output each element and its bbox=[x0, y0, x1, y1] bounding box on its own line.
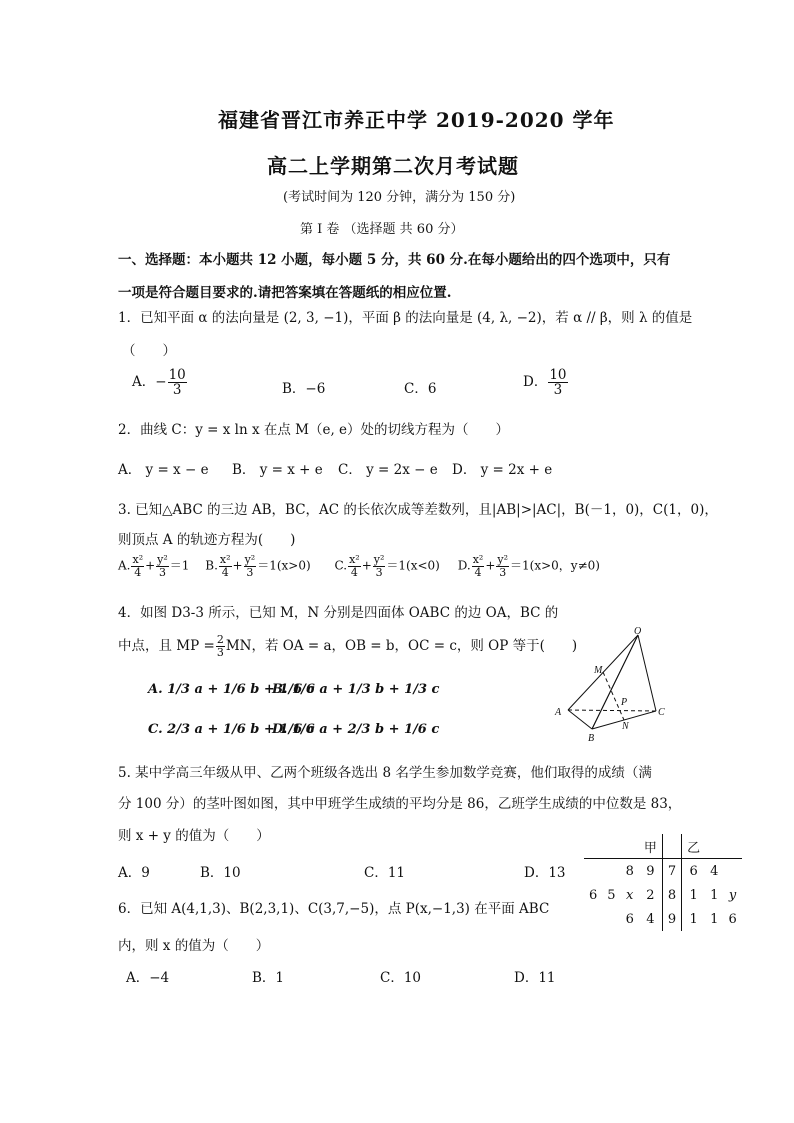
leaf bbox=[723, 859, 741, 884]
q5-option-b: B．10 bbox=[200, 865, 241, 881]
leaf: x bbox=[626, 887, 634, 903]
label-b: B bbox=[588, 733, 595, 743]
leaf: 4 bbox=[646, 911, 655, 927]
label-a: A bbox=[555, 707, 562, 718]
q3-line2: 则顶点 A 的轨迹方程为( ) bbox=[118, 532, 296, 548]
section-instruction-line2: 一项是符合题目要求的.请把答案填在答题纸的相应位置. bbox=[118, 285, 452, 301]
stem-leaf-header bbox=[584, 834, 742, 859]
q2-option-d: D． y = 2x + e bbox=[452, 462, 553, 478]
leaf bbox=[584, 907, 602, 931]
label-c: C bbox=[658, 707, 665, 718]
leaf: 1 bbox=[689, 887, 698, 903]
q2-option-c: C． y = 2x − e bbox=[338, 462, 438, 478]
label-m: M bbox=[594, 665, 603, 676]
leaf: 6 bbox=[589, 887, 598, 903]
q6-option-d: D．11 bbox=[514, 970, 556, 986]
q4-line2: 中点，且 MP = $\frac{2}{3}$ MN，若 OA = a，OB = b，OC = c，则 OP 等于( ) bbox=[118, 633, 578, 659]
q3-option-b: B. $\frac{\text{x²}}{4}$ + $\frac{\text{y²}}{3}$ ＝1(x>0) bbox=[205, 553, 311, 579]
leaf bbox=[584, 859, 602, 884]
stem: 7 bbox=[662, 859, 681, 884]
q3-option-a: A. $\frac{\text{x²}}{4}$ + $\frac{\text{y²}}{3}$ ＝1 bbox=[118, 553, 190, 579]
leaf: 9 bbox=[646, 863, 655, 879]
q1-option-b: B．−6 bbox=[282, 381, 326, 397]
stem: 9 bbox=[662, 907, 681, 931]
q3-options bbox=[118, 554, 600, 578]
leaf: 1 bbox=[710, 911, 719, 927]
q6-option-a: A．−4 bbox=[126, 970, 170, 986]
q4-option-b: B. 1/6 a + 1/3 b + 1/3 c bbox=[272, 682, 440, 697]
leaf: y bbox=[728, 887, 737, 903]
leaf: 6 bbox=[625, 911, 634, 927]
q6-option-c: C．10 bbox=[380, 970, 422, 986]
time-note: (考试时间为 120 分钟，满分为 150 分) bbox=[283, 190, 516, 205]
q6-line1: 6．已知 A(4,1,3)、B(2,3,1)、C(3,7,−5)，点 P(x,−1,3) 在平面 ABC bbox=[118, 901, 550, 917]
q1-stem: 1．已知平面 α 的法向量是 (2, 3, −1)，平面 β 的法向量是 (4, λ, −2)，若 α // β，则 λ 的值是 bbox=[118, 310, 693, 326]
q5-line1: 5. 某中学高三年级从甲、乙两个班级各选出 8 名学生参加数学竞赛，他们取得的成绩（满 bbox=[118, 765, 652, 781]
stem-leaf-row bbox=[584, 907, 742, 931]
q3-line1: 3. 已知△ABC 的三边 AB，BC，AC 的长依次成等差数列，且|AB|>|AC|，B(－1，0)，C(1，0)， bbox=[118, 502, 718, 518]
q1-option-a: A．− $\frac{10}{3}$ bbox=[132, 367, 186, 399]
q2-stem: 2．曲线 C：y = x ln x 在点 M（e, e）处的切线方程为（ ） bbox=[118, 422, 510, 438]
page-subtitle: 高二上学期第二次月考试题 bbox=[267, 154, 519, 178]
stem-leaf-row bbox=[584, 883, 742, 907]
q4-line1: 4．如图 D3-3 所示，已知 M，N 分别是四面体 OABC 的边 OA，BC 的 bbox=[118, 605, 559, 621]
label-n: N bbox=[622, 721, 629, 732]
q5-option-c: C．11 bbox=[364, 865, 406, 881]
leaf bbox=[602, 907, 620, 931]
page-title: 福建省晋江市养正中学 2019-2020 学年 bbox=[218, 108, 615, 132]
q2-option-a: A． y = x − e bbox=[118, 462, 209, 478]
leaf: 6 bbox=[689, 863, 698, 879]
label-o: O bbox=[634, 626, 642, 637]
header-jia: 甲 bbox=[639, 834, 663, 859]
q4-option-d: D. 1/6 a + 2/3 b + 1/6 c bbox=[272, 722, 440, 737]
stem-leaf-table bbox=[584, 834, 742, 931]
q3-option-c: C. $\frac{\text{x²}}{4}$ + $\frac{\text{y²}}{3}$ ＝1(x<0) bbox=[334, 553, 440, 579]
leaf: 5 bbox=[607, 887, 616, 903]
q2-option-b: B． y = x + e bbox=[232, 462, 323, 478]
leaf: 2 bbox=[646, 887, 655, 903]
q6-line2: 内，则 x 的值为（ ） bbox=[118, 938, 270, 954]
q5-line2: 分 100 分）的茎叶图如图，其中甲班学生成绩的平均分是 86，乙班学生成绩的中位数是 83， bbox=[118, 796, 682, 812]
stem-leaf-row bbox=[584, 859, 742, 884]
part-label: 第 I 卷 （选择题 共 60 分） bbox=[300, 222, 464, 237]
header-yi: 乙 bbox=[682, 834, 706, 859]
leaf bbox=[602, 859, 620, 884]
q6-option-b: B．1 bbox=[252, 970, 285, 986]
leaf: 4 bbox=[710, 863, 719, 879]
section-instruction-line1: 一、选择题：本小题共 12 小题，每小题 5 分，共 60 分.在每小题给出的四个选项中，只有 bbox=[118, 252, 671, 268]
q5-option-a: A．9 bbox=[118, 865, 150, 881]
q3-option-d: D. $\frac{\text{x²}}{4}$ + $\frac{\text{y²}}{3}$ ＝1(x>0，y≠0) bbox=[457, 553, 600, 579]
leaf: 6 bbox=[728, 911, 737, 927]
q1-paren: （ ） bbox=[122, 343, 176, 359]
stem: 8 bbox=[662, 883, 681, 907]
tetrahedron-figure bbox=[550, 625, 685, 743]
label-p: P bbox=[621, 697, 628, 708]
leaf: 8 bbox=[625, 863, 634, 879]
q5-line3: 则 x + y 的值为（ ） bbox=[118, 828, 270, 844]
q5-option-d: D．13 bbox=[524, 865, 566, 881]
q1-option-c: C．6 bbox=[404, 381, 437, 397]
q4-option-a: A. 1/3 a + 1/6 b + 1/6 c bbox=[148, 682, 315, 697]
leaf: 1 bbox=[710, 887, 719, 903]
q4-option-c: C. 2/3 a + 1/6 b + 1/6 c bbox=[148, 722, 315, 737]
q1-option-d: D． $\frac{10}{3}$ bbox=[523, 367, 567, 399]
leaf: 1 bbox=[689, 911, 698, 927]
